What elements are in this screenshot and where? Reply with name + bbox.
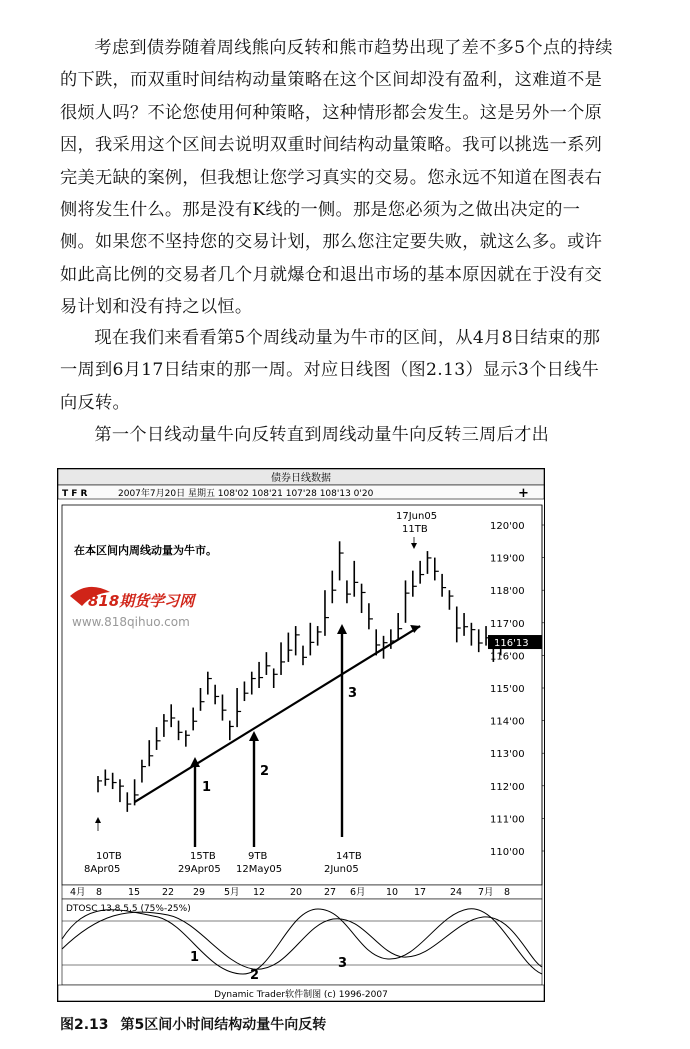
y-tick-label: 117'00: [490, 618, 525, 630]
x-tick-label: 5月: [224, 887, 240, 898]
annotations: [84, 511, 437, 875]
arrow-3-label: 3: [348, 686, 358, 701]
figure-caption: [60, 1014, 326, 1034]
watermark: [70, 587, 197, 629]
body-paragraph-2: 现在我们来看看第5个周线动量为牛市的区间，从4月8日结束的那一周到6月17日结束的那一周。对应日线图（图2.13）显示3个日线牛向反转。: [60, 328, 601, 413]
body-paragraph-3: 第一个日线动量牛向反转直到周线动量牛向反转三周后才出: [94, 425, 550, 445]
y-tick-label: 120'00: [490, 521, 525, 532]
x-tick-label: 12: [253, 887, 266, 898]
x-tick-label: 27: [324, 887, 337, 898]
annotation-text: 在本区间内周线动量为牛市。: [74, 544, 217, 557]
x-tick-label: 22: [162, 887, 175, 898]
x-tick-label: 6月: [350, 887, 366, 898]
x-tick-label: 29: [193, 887, 206, 898]
toolbar-left[interactable]: T F R: [62, 489, 88, 499]
bottom-label-date: 29Apr05: [178, 864, 221, 875]
osc-number-1: 1: [190, 950, 200, 965]
x-tick-label: 8: [96, 887, 103, 898]
plus-icon[interactable]: +: [518, 486, 529, 501]
osc-number-3: 3: [338, 956, 348, 971]
y-tick-label: 114'00: [490, 716, 525, 728]
figure-2-13: [57, 468, 545, 1002]
top-label-date: 17Jun05: [396, 511, 438, 522]
y-tick-label: 113'00: [490, 749, 525, 761]
watermark-title: 818期货学习网: [88, 592, 195, 610]
x-tick-label: 7月: [478, 887, 494, 898]
footer-text: Dynamic Trader软件制图 (c) 1996-2007: [214, 990, 388, 1000]
osc-number-2: 2: [250, 968, 260, 983]
y-tick-label: 118'00: [490, 586, 525, 598]
x-tick-label: 10: [386, 887, 399, 898]
bottom-label-date: 2Jun05: [324, 864, 359, 875]
info-bar-text: 2007年7月20日 星期五 108'02 108'21 107'28 108'13 0'20: [118, 489, 374, 499]
arrow-2-head: [249, 731, 259, 741]
y-tick-label: 116'00: [490, 651, 525, 663]
x-tick-label: 17: [414, 887, 427, 898]
y-tick-label: 110'00: [490, 847, 525, 858]
y-tick-label: 119'00: [490, 553, 525, 565]
arrow-2-label: 2: [260, 764, 270, 779]
x-tick-label: 24: [450, 887, 463, 898]
arrow-3-head: [337, 624, 347, 634]
x-tick-label: 8: [504, 887, 511, 898]
body-paragraph-1: 考虑到债券随着周线熊向反转和熊市趋势出现了差不多5个点的持续的下跌，而双重时间结构动量策略在这个区间却没有盈利，这难道不是很烦人吗？不论您使用何种策略，这种情形都会发生。这是另外一个原因，我采用这个区间去说明双重时间结构动量策略。我可以挑选一系列完美无缺的案例，但我想让您学习真实的交易。您永远不知道在图表右侧将发生什么。那是没有K线的一侧。那是您必须为之做出决定的一侧。如果您不坚持您的交易计划，那么您注定要失败，就这么多。或许如此高比例的交易者几个月就爆仓和退出市场的基本原因就在于没有交易计划和没有持之以恒。: [60, 38, 613, 318]
window-title: 债券日线数据: [271, 473, 331, 484]
y-axis: [488, 521, 544, 858]
bottom-label-tb: 10TB: [96, 851, 122, 862]
trend-line: [135, 626, 421, 802]
watermark-url: www.818qihuo.com: [72, 615, 190, 629]
bottom-label-date: 12May05: [236, 864, 283, 875]
bottom-label-tb: 14TB: [336, 851, 362, 862]
bottom-label-tb: 9TB: [248, 851, 268, 862]
chart-svg: [58, 469, 544, 1001]
plot-area: [62, 505, 542, 885]
indicator-label: DTOSC 13,8,5,5 (75%-25%): [66, 904, 191, 914]
x-tick-label: 15: [128, 887, 141, 898]
top-label-tb: 11TB: [402, 524, 428, 535]
caption-text: 第5区间小时间结构动量牛向反转: [120, 1017, 327, 1033]
price-bars: [98, 541, 505, 812]
bottom-label-date: 8Apr05: [84, 864, 121, 875]
x-tick-label: 20: [290, 887, 303, 898]
y-tick-label: 115'00: [490, 684, 525, 695]
caption-number: 图2.13: [60, 1017, 109, 1033]
y-tick-label: 111'00: [490, 814, 525, 826]
arrow-1-label: 1: [202, 780, 212, 795]
price-label: 116'13: [494, 638, 529, 650]
y-tick-label: 112'00: [490, 781, 525, 793]
bottom-label-tb: 15TB: [190, 851, 216, 862]
x-tick-label: 4月: [70, 887, 86, 898]
